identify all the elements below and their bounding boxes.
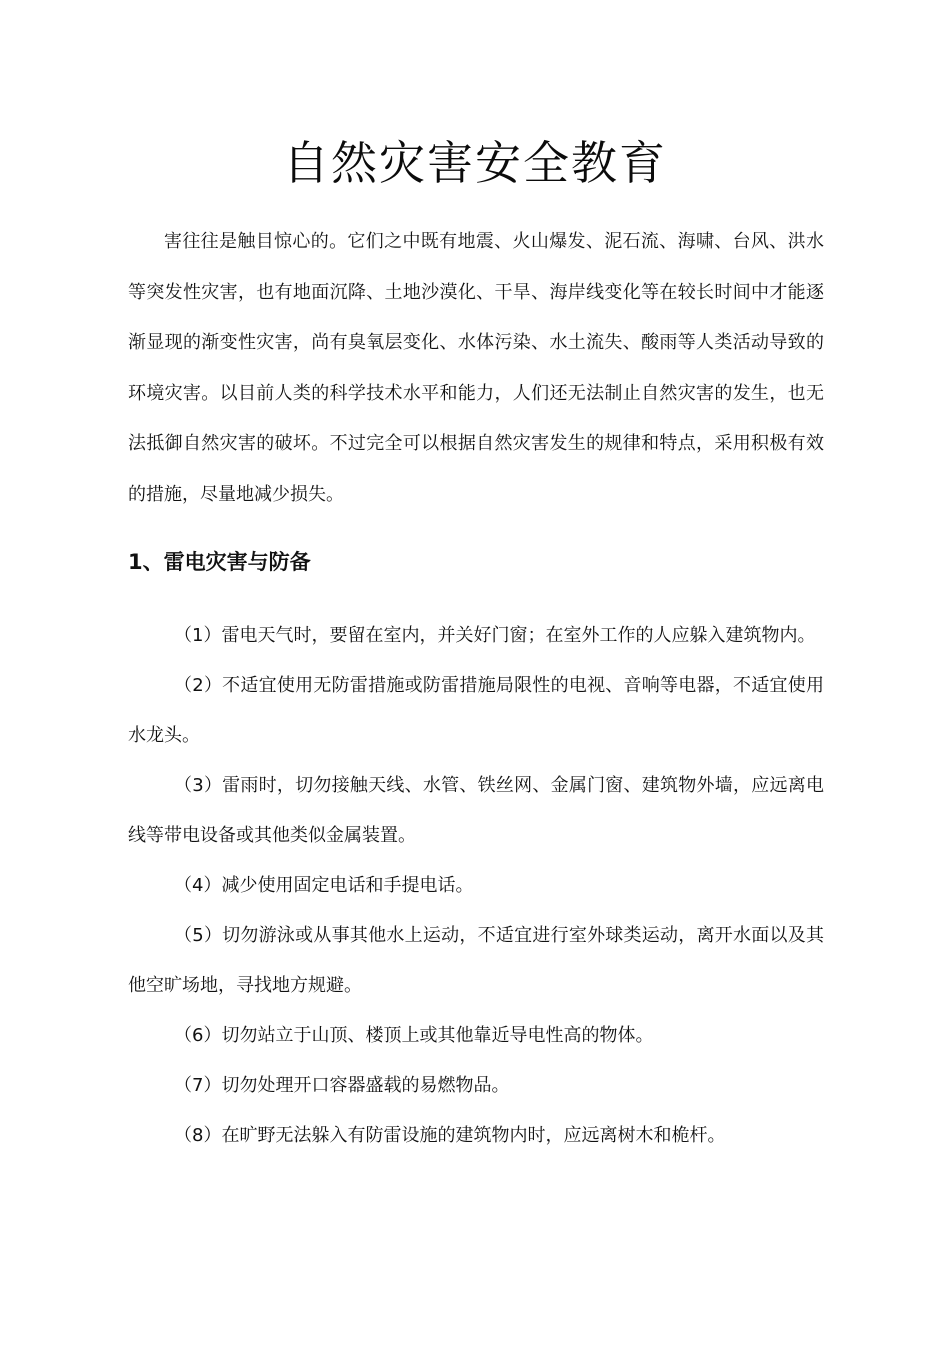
list-item: （5）切勿游泳或从事其他水上运动，不适宜进行室外球类运动，离开水面以及其他空旷场地，寻找地方规避。 xyxy=(128,925,824,996)
intro-paragraph: 害往往是触目惊心的。它们之中既有地震、火山爆发、泥石流、海啸、台风、洪水等突发性灾害，也有地面沉降、土地沙漠化、干旱、海岸线变化等在较长时间中才能逐渐显现的渐变性灾害，尚有臭氧层变化、水体污染、水土流失、酸雨等人类活动导致的环境灾害。以目前人类的科学技术水平和能力，人们还无法制止自然灾害的发生，也无法抵御自然灾害的破坏。不过完全可以根据自然灾害发生的规律和特点，采用积极有效的措施，尽量地减少损失。 xyxy=(128,231,824,505)
list-item: （3）雷雨时，切勿接触天线、水管、铁丝网、金属门窗、建筑物外墙，应远离电线等带电设备或其他类似金属装置。 xyxy=(128,775,824,846)
list-item: （2）不适宜使用无防雷措施或防雷措施局限性的电视、音响等电器，不适宜使用水龙头。 xyxy=(128,675,824,746)
list-item: （7）切勿处理开口容器盛载的易燃物品。 xyxy=(174,1075,510,1096)
section-heading: 1、雷电灾害与防备 xyxy=(128,550,311,574)
lightning-safety-list xyxy=(128,611,824,1161)
list-item: （8）在旷野无法躲入有防雷设施的建筑物内时，应远离树木和桅杆。 xyxy=(174,1125,726,1146)
list-item: （1）雷电天气时，要留在室内，并关好门窗；在室外工作的人应躲入建筑物内。 xyxy=(174,625,816,646)
list-item: （6）切勿站立于山顶、楼顶上或其他靠近导电性高的物体。 xyxy=(174,1025,654,1046)
list-item: （4）减少使用固定电话和手提电话。 xyxy=(174,875,474,896)
document-title: 自然灾害安全教育 xyxy=(283,136,667,190)
